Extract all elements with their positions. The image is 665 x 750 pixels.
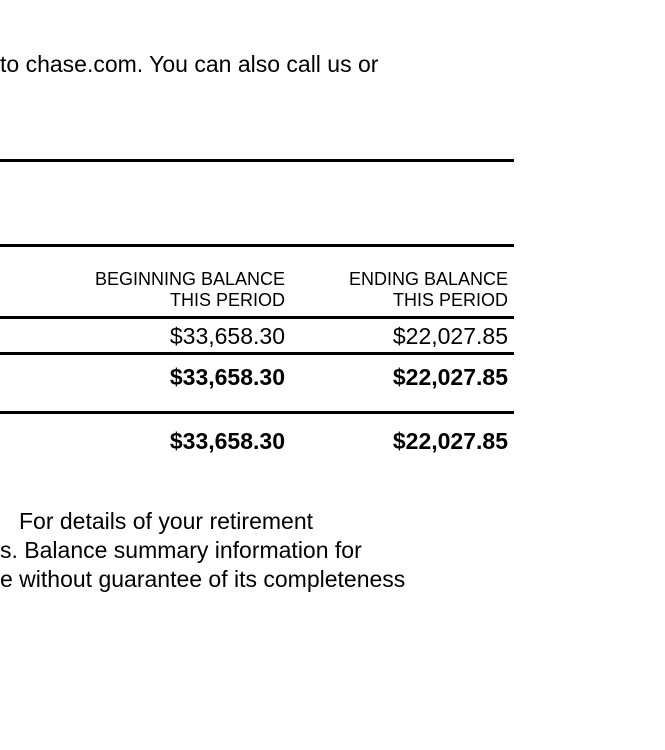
header-ending-balance-line-1: ENDING BALANCE [348, 269, 508, 289]
header-ending-balance [349, 269, 508, 311]
footer-text-line-3: e without guarantee of its completeness [0, 566, 406, 592]
intro-text-line-1: to chase.com. You can also call us or [0, 51, 379, 77]
header-beginning-balance [95, 269, 285, 311]
header-beginning-balance-line-1: BEGINNING BALANCE [94, 269, 285, 289]
table-row-1-ending: $22,027.85 [392, 323, 508, 349]
section-divider-top [0, 159, 514, 162]
footer-text-line-1: For details of your retirement [19, 508, 314, 534]
header-ending-balance-line-2: THIS PERIOD [392, 290, 508, 310]
row-separator [0, 352, 514, 355]
total-beginning-balance: $33,658.30 [169, 428, 285, 454]
total-ending-balance: $22,027.85 [392, 428, 508, 454]
header-beginning-balance-line-2: THIS PERIOD [169, 290, 285, 310]
total-rule [0, 411, 514, 414]
table-row-1-beginning: $33,658.30 [169, 323, 285, 349]
header-bottom-rule [0, 316, 514, 319]
table-top-rule [0, 244, 514, 247]
table-row-2-beginning: $33,658.30 [169, 364, 285, 390]
table-row-2-ending: $22,027.85 [392, 364, 508, 390]
footer-text-line-2: s. Balance summary information for [0, 537, 362, 563]
